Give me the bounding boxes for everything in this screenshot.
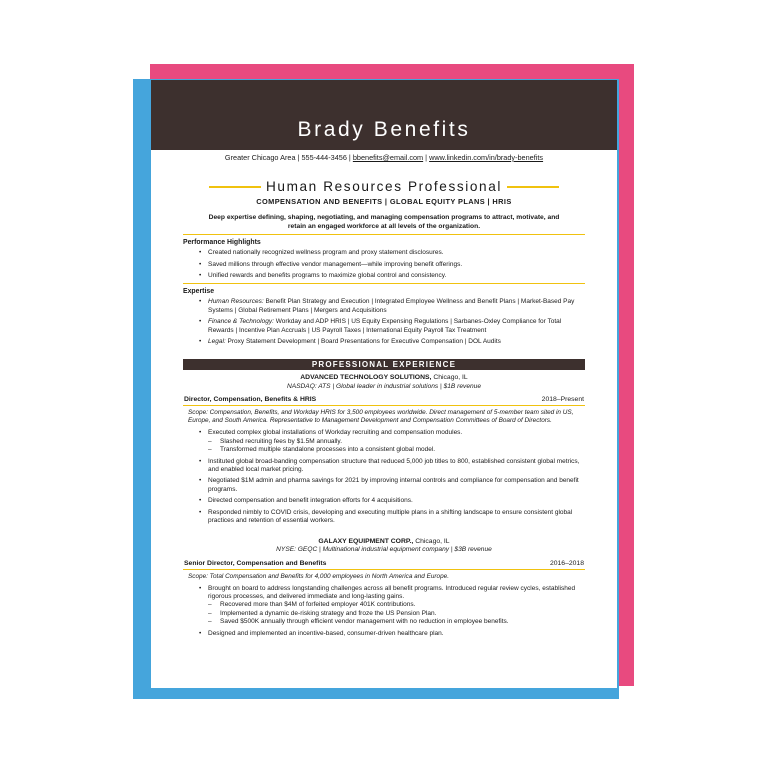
achievements-list [183,585,585,638]
list-item: • Finance & Technology: Workday and ADP HRIS | US Equity Expensing Regulations | Sarbanes-Oxley Compliance for Total Rewards | Incentive Plan Accruals | US Payroll Taxes | International Equity Payroll Tax Treatment [183,318,585,335]
headline-rule-left [209,186,261,188]
sub-list [208,601,585,626]
list-item: • Brought on board to address longstanding challenges across all benefit programs. Introduced regular review cycles, established rigorous processes, and delivered immediate and long-lasting gains. – Recovered more than $4M of forfeited employer 401K contributions. – Implemented a dynamic de-risking strategy and froze the US Pension Plan. – Saved $500K annually through efficient vendor management with no reduction in employee benefits. [183,585,585,627]
company-name: GALAXY EQUIPMENT CORP., Chicago, IL [318,537,450,545]
summary: Deep expertise defining, shaping, negotiating, and managing compensation programs to attract, motivate, and retain an engaged workforce at all levels of the organization. [208,214,560,230]
section-divider [183,234,585,235]
contact-phone: 555-444-3456 [301,153,347,162]
role-divider [183,569,585,570]
list-item: • Designed and implemented an incentive-based, consumer-driven healthcare plan. [183,630,585,638]
list-item: • Unified rewards and benefits programs to maximize global control and consistency. [183,272,585,280]
list-item: • Executed complex global installations of Workday recruiting and compensation modules. – Slashed recruiting fees by $1.5M annually. – Transformed multiple standalone processes into a consistent global model. [183,429,585,454]
expertise-title: Expertise [183,288,215,296]
contact-location: Greater Chicago Area [224,153,296,162]
role-scope: Scope: Compensation, Benefits, and Workday HRIS for 3,500 employees worldwide. Direct management of 5-member team sited in US, Europe, and South America. Representative to Management Development and Compensation Committees of Board of Directors. [188,409,574,425]
headline-rule-right [507,186,559,188]
list-item: • Instituted global broad-banding compensation structure that reduced 5,000 job titles to 800, established consistent global metrics, and enabled local market pricing. [183,458,585,475]
header-banner [151,80,617,150]
expertise-list [183,298,585,346]
role-row [183,559,585,568]
sub-list-item: – Recovered more than $4M of forfeited employer 401K contributions. [208,601,585,609]
sub-list [208,438,585,455]
headline: Human Resources Professional [266,179,502,194]
role-scope: Scope: Total Compensation and Benefits for 4,000 employees in North America and Europe. [188,572,449,580]
achievements-list [183,429,585,525]
contact-email-link[interactable]: bbenefits@email.com [352,153,424,162]
contact-linkedin-link[interactable]: www.linkedin.com/in/brady-benefits [429,153,544,162]
list-item: • Human Resources: Benefit Plan Strategy and Execution | Integrated Employee Wellness and Benefit Plans | Market-Based Pay Systems | Global Retirement Plans | Mergers and Acquisitions [183,298,585,315]
role-title: Senior Director, Compensation and Benefits [184,559,327,567]
resume-content [183,153,585,641]
list-item: • Directed compensation and benefit integration efforts for 4 acquisitions. [183,497,585,505]
list-item: • Saved millions through effective vendor management—while improving benefit offerings. [183,261,585,269]
role-title: Director, Compensation, Benefits & HRIS [184,396,317,404]
list-item: • Negotiated $1M admin and pharma savings for 2021 by improving internal controls and compliance for compensation and benefit programs. [183,477,585,494]
resume-page [151,80,617,688]
sub-list-item: – Transformed multiple standalone processes into a consistent global model. [208,446,585,454]
company-details: NASDAQ: ATS | Global leader in industrial solutions | $1B revenue [286,382,481,390]
role-divider [183,405,585,406]
professional-experience-heading: PROFESSIONAL EXPERIENCE [183,359,585,370]
company-name: ADVANCED TECHNOLOGY SOLUTIONS, Chicago, IL [300,374,468,382]
section-divider [183,283,585,284]
candidate-name: Brady Benefits [297,118,471,141]
list-item: • Responded nimbly to COVID crisis, developing and executing multiple plans in a shifting landscape to ensure consistent global practices and retention of essential workers. [183,509,585,526]
contact-line: Greater Chicago Area | 555-444-3456 | bbenefits@email.com | www.linkedin.com/in/brady-benefits [224,153,544,162]
list-item: • Created nationally recognized wellness program and proxy statement disclosures. [183,249,585,257]
subheadline: COMPENSATION AND BENEFITS | GLOBAL EQUITY PLANS | HRIS [256,197,512,206]
sub-list-item: – Saved $500K annually through efficient vendor management with no reduction in employee benefits. [208,618,585,626]
role-row [183,395,585,404]
sub-list-item: – Slashed recruiting fees by $1.5M annually. [208,438,585,446]
role-dates: 2018–Present [541,396,584,404]
list-item: • Legal: Proxy Statement Development | Board Presentations for Executive Compensation | DOL Audits [183,338,585,346]
role-dates: 2016–2018 [549,559,584,567]
performance-highlights-list [183,249,585,280]
sub-list-item: – Implemented a dynamic de-risking strategy and froze the US Pension Plan. [208,610,585,618]
headline-row [183,179,585,195]
performance-highlights-title: Performance Highlights [183,239,261,247]
company-details: NYSE: GEQC | Multinational industrial equipment company | $3B revenue [276,546,492,553]
